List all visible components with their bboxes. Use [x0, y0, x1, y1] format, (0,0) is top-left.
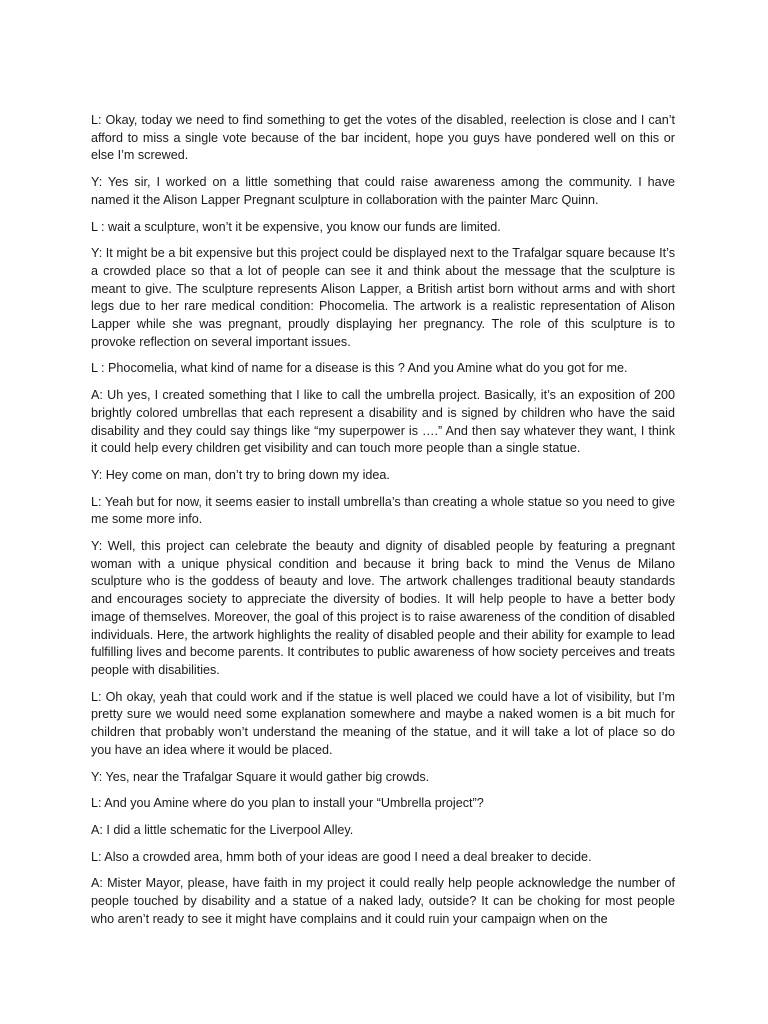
- dialogue-line: Y: It might be a bit expensive but this project could be displayed next to the Trafalgar square because It’s a crowded place so that a lot of people can see it and think about the message that the sculpture is meant to give. The sculpture represents Alison Lapper, a British artist born without arms and with short legs due to her rare medical condition: Phocomelia. The artwork is a realistic representation of Alison Lapper while she was pregnant, proudly displaying her pregnancy. The role of this sculpture is to provoke reflection on several important issues.: [91, 246, 675, 349]
- dialogue-line: A: Mister Mayor, please, have faith in my project it could really help people acknowledge the number of people touched by disability and a statue of a naked lady, outside? It can be choking for most people who aren’t ready to see it might have complains and it could ruin your campaign when on the: [91, 876, 675, 926]
- dialogue-line: L : wait a sculpture, won’t it be expensive, you know our funds are limited.: [91, 219, 501, 234]
- dialogue-line: L: Also a crowded area, hmm both of your ideas are good I need a deal breaker to decide.: [91, 849, 592, 864]
- dialogue-line: Y: Hey come on man, don’t try to bring down my idea.: [91, 467, 390, 482]
- dialogue-line: Y: Yes sir, I worked on a little something that could raise awareness among the community. I have named it the Alison Lapper Pregnant sculpture in collaboration with the painter Marc Quinn.: [91, 175, 675, 207]
- dialogue-line: Y: Well, this project can celebrate the beauty and dignity of disabled people by featuring a pregnant woman with a unique physical condition and because it bring back to mind the Venus de Milano sculpture who is the goddess of beauty and love. The artwork challenges traditional beauty standards and encourages society to appreciate the diversity of bodies. It will help people to have a better body image of themselves. Moreover, the goal of this project is to raise awareness of the condition of disabled individuals. Here, the artwork highlights the reality of disabled people and their ability for example to lead fulfilling lives and become parents. It contributes to public awareness of how society perceives and treats people with disabilities.: [91, 539, 675, 677]
- dialogue-line: L: And you Amine where do you plan to install your “Umbrella project”?: [91, 796, 484, 811]
- dialogue-line: A: Uh yes, I created something that I like to call the umbrella project. Basically, it’s an exposition of 200 brightly colored umbrellas that each represent a disability and is signed by children who have the said disability and they could say things like “my superpower is ….” And then say whatever they want, I think it could help every children get visibility and can touch more people than a single statue.: [91, 388, 675, 456]
- document-page: [91, 112, 675, 937]
- dialogue-line: L : Phocomelia, what kind of name for a disease is this ? And you Amine what do you got for me.: [91, 361, 628, 376]
- dialogue-line: Y: Yes, near the Trafalgar Square it would gather big crowds.: [91, 769, 430, 784]
- dialogue-line: A: I did a little schematic for the Liverpool Alley.: [91, 822, 354, 837]
- dialogue-line: L: Oh okay, yeah that could work and if the statue is well placed we could have a lot of visibility, but I’m pretty sure we would need some explanation somewhere and maybe a naked women is a bit much for children that probably won’t understand the meaning of the statue, and it will take a lot of place so do you have an idea where it would be placed.: [91, 689, 675, 757]
- dialogue-line: L: Yeah but for now, it seems easier to install umbrella’s than creating a whole statue so you need to give me some more info.: [91, 494, 675, 527]
- dialogue-line: L: Okay, today we need to find something to get the votes of the disabled, reelection is close and I can’t afford to miss a single vote because of the bar incident, hope you guys have pondered well on this or else I’m screwed.: [91, 113, 675, 163]
